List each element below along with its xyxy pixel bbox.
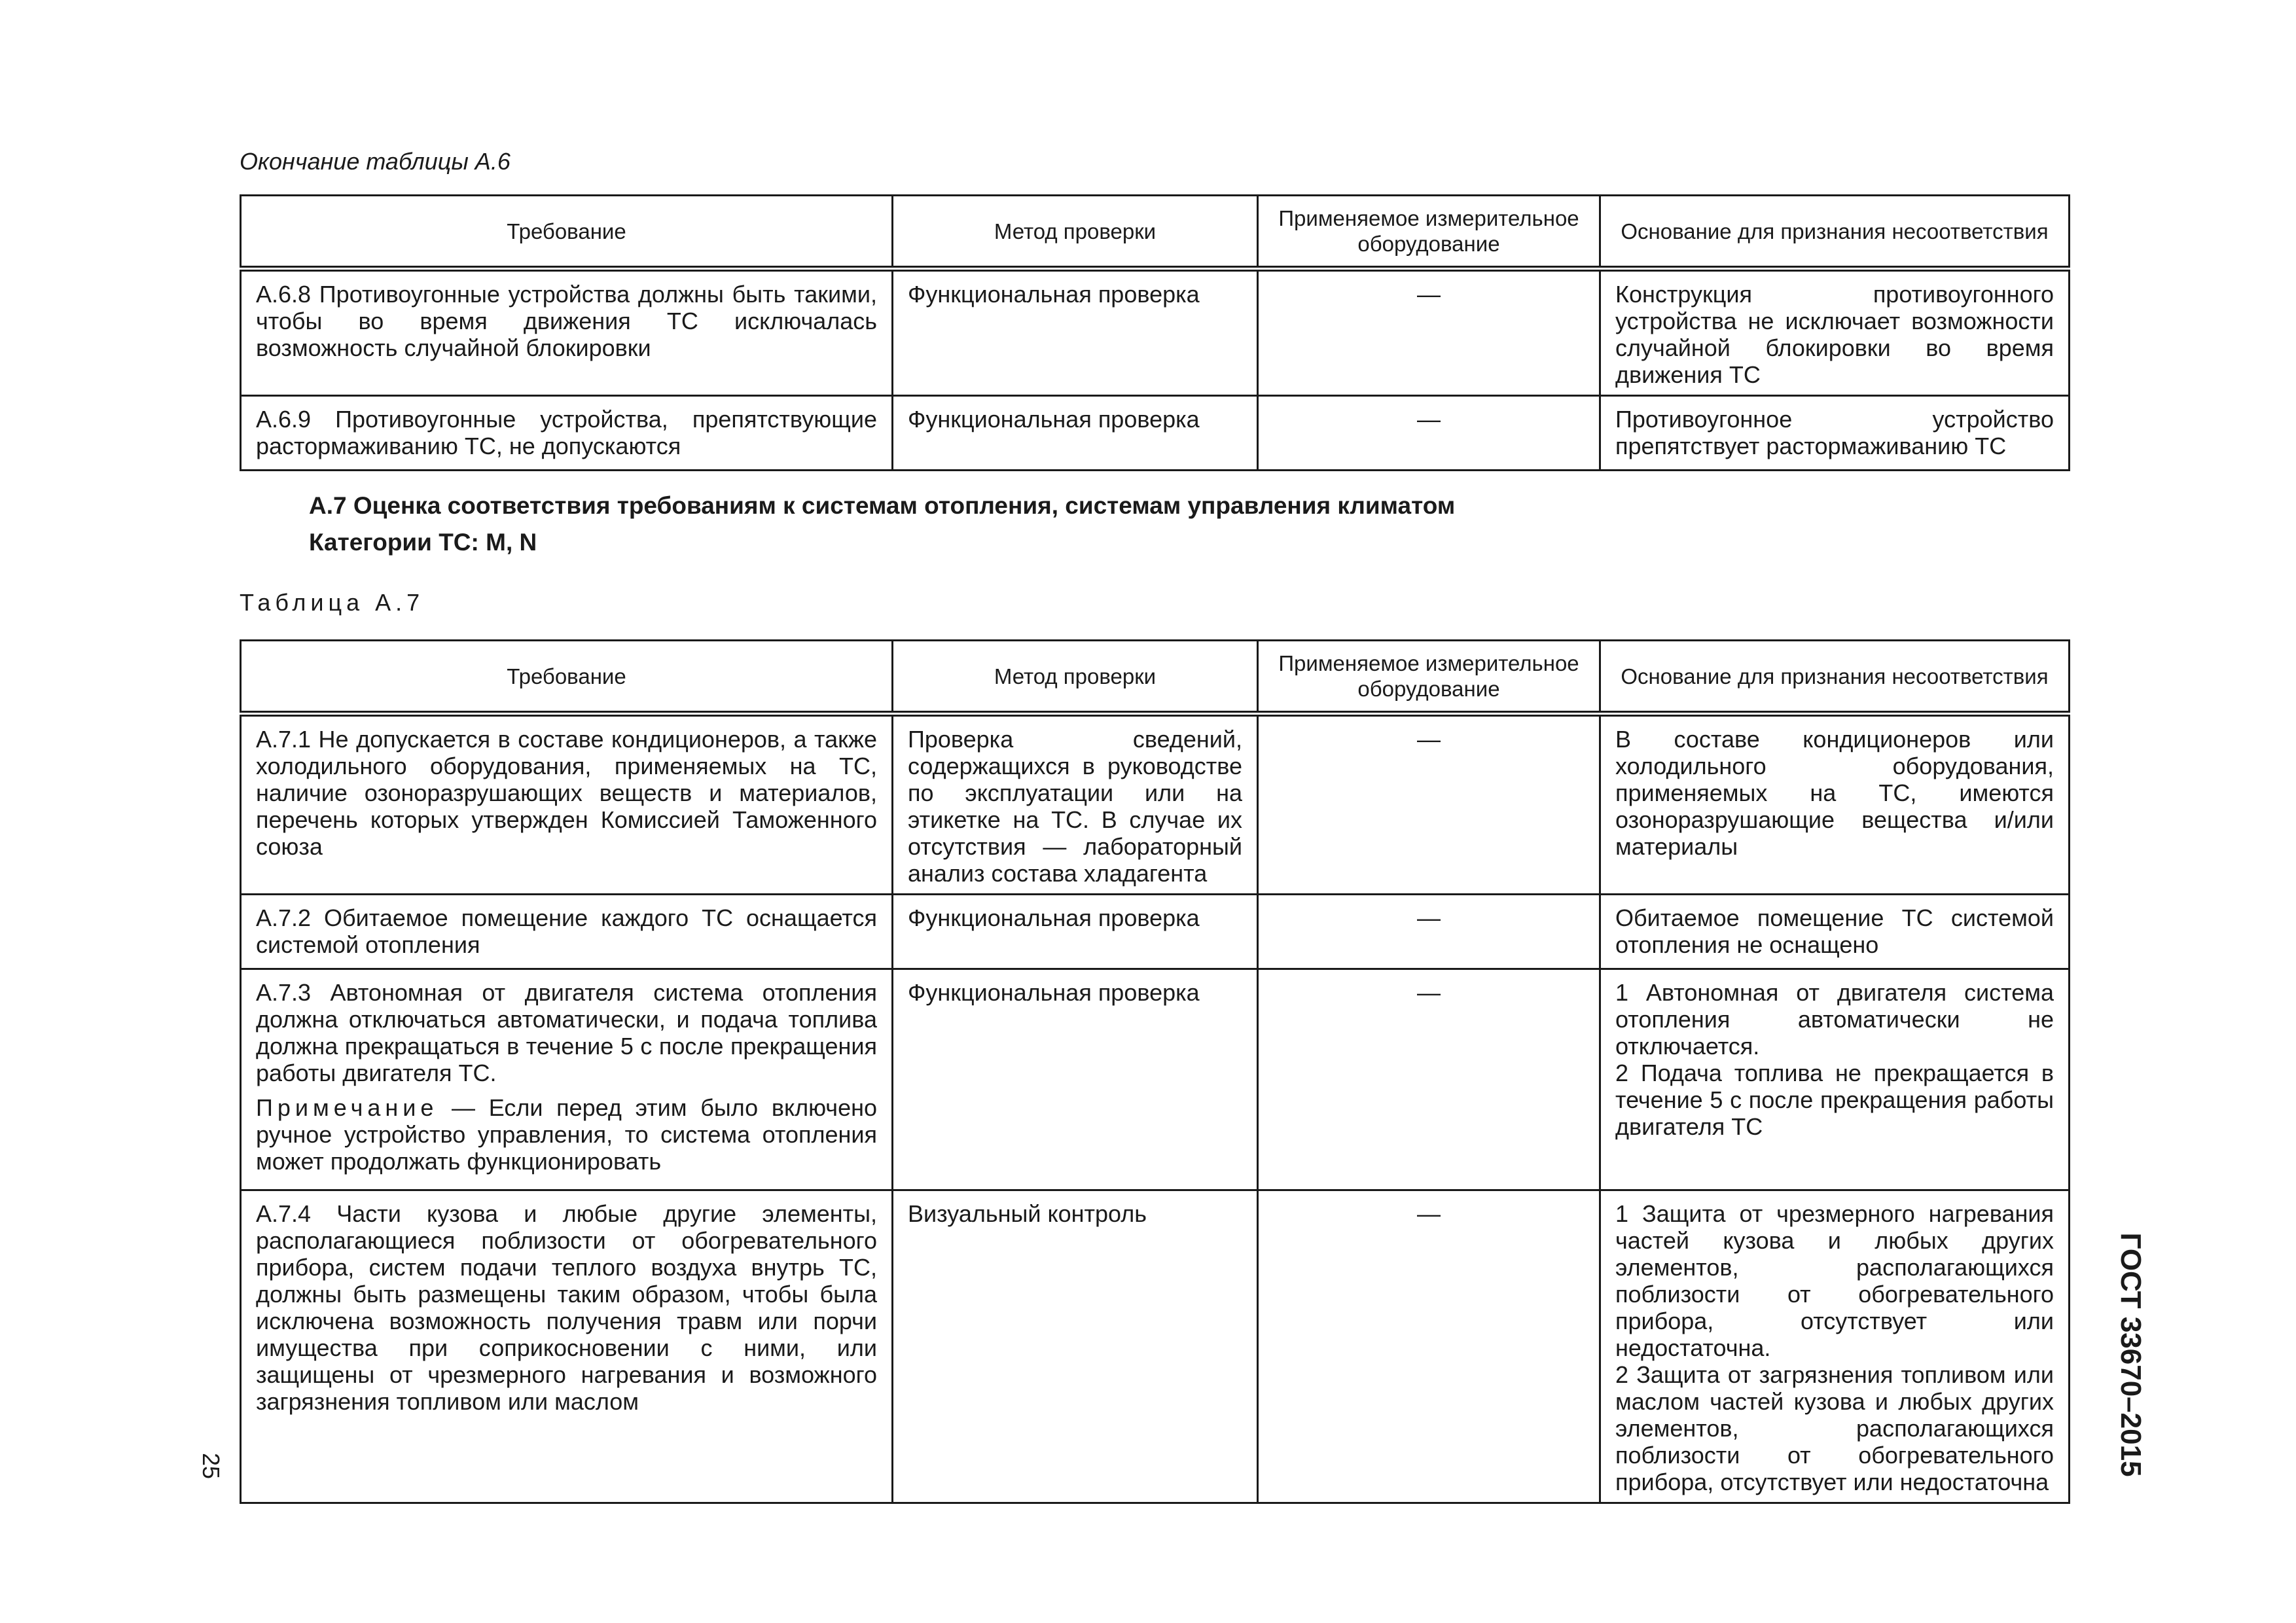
- method-cell: Функциональная проверка: [893, 269, 1258, 396]
- note-text: — Если перед этим было включено ручное устройство управления, то система отопления может продолжать функционировать: [256, 1094, 877, 1175]
- header-requirement: Требование: [241, 196, 893, 269]
- table-a7: [240, 639, 2070, 1504]
- basis-cell: В составе кондиционеров или холодильного оборудования, применяемых на ТС, имеются озоноразрушающие вещества и/или материалы: [1600, 714, 2070, 895]
- requirement-cell: А.7.2 Обитаемое помещение каждого ТС оснащается системой отопления: [241, 895, 893, 969]
- table-continuation-caption: Окончание таблицы А.6: [240, 148, 511, 175]
- basis-cell: [1600, 1190, 2070, 1503]
- header-equipment: Применяемое измерительное оборудование: [1258, 641, 1600, 714]
- table-label: Таблица А.7: [240, 589, 425, 616]
- note-label: Примечание: [256, 1094, 439, 1121]
- requirement-cell: [241, 969, 893, 1190]
- table-row: [241, 396, 2070, 471]
- equipment-cell: —: [1258, 1190, 1600, 1503]
- section-title: А.7 Оценка соответствия требованиям к системам отопления, системам управления климатом: [309, 492, 1456, 519]
- requirement-cell: А.6.8 Противоугонные устройства должны быть такими, чтобы во время движения ТС исключалась возможность случайной блокировки: [241, 269, 893, 396]
- method-cell: Функциональная проверка: [893, 969, 1258, 1190]
- method-cell: Функциональная проверка: [893, 895, 1258, 969]
- header-method: Метод проверки: [893, 196, 1258, 269]
- basis-item: 1 Защита от чрезмерного нагревания частей кузова и любых других элементов, располагающихся поблизости от обогревательного прибора, отсутствует или недостаточна.: [1615, 1200, 2054, 1361]
- equipment-cell: —: [1258, 969, 1600, 1190]
- table-row: [241, 895, 2070, 969]
- method-cell: Проверка сведений, содержащихся в руководстве по эксплуатации или на этикетке на ТС. В случае их отсутствия — лабораторный анализ состава хладагента: [893, 714, 1258, 895]
- basis-cell: Конструкция противоугонного устройства не исключает возможности случайной блокировки во время движения ТС: [1600, 269, 2070, 396]
- document-id: ГОСТ 33670–2015: [2115, 1232, 2147, 1477]
- note: [256, 1094, 877, 1175]
- requirement-cell: А.7.4 Части кузова и любые другие элементы, располагающиеся поблизости от обогревательного прибора, систем подачи теплого воздуха внутрь ТС, должны быть размещены таким образом, чтобы была исключена возможность получения травм или порчи имущества при соприкосновении с ними, или защищены от чрезмерного нагревания и возможного загрязнения топливом или маслом: [241, 1190, 893, 1503]
- basis-item: 2 Защита от загрязнения топливом или маслом частей кузова и любых других элементов, располагающихся поблизости от обогревательного прибора, отсутствует или недостаточна: [1615, 1361, 2054, 1495]
- header-requirement: Требование: [241, 641, 893, 714]
- table-a7-header-row: [241, 641, 2070, 714]
- table-a6-header-row: [241, 196, 2070, 269]
- basis-cell: Обитаемое помещение ТС системой отопления не оснащено: [1600, 895, 2070, 969]
- basis-cell: Противоугонное устройство препятствует растормаживанию ТС: [1600, 396, 2070, 471]
- page-number: 25: [198, 1452, 224, 1480]
- header-basis: Основание для признания несоответствия: [1600, 641, 2070, 714]
- table-row: [241, 1190, 2070, 1503]
- requirement-cell: А.7.1 Не допускается в составе кондиционеров, а также холодильного оборудования, применяемых на ТС, наличие озоноразрушающих веществ и материалов, перечень которых утвержден Комиссией Таможенного союза: [241, 714, 893, 895]
- equipment-cell: —: [1258, 269, 1600, 396]
- method-cell: Визуальный контроль: [893, 1190, 1258, 1503]
- table-row: [241, 269, 2070, 396]
- method-cell: Функциональная проверка: [893, 396, 1258, 471]
- section-categories: Категории ТС: М, N: [309, 529, 537, 556]
- header-method: Метод проверки: [893, 641, 1258, 714]
- table-row: [241, 969, 2070, 1190]
- table-row: [241, 714, 2070, 895]
- equipment-cell: —: [1258, 895, 1600, 969]
- equipment-cell: —: [1258, 396, 1600, 471]
- basis-cell: [1600, 969, 2070, 1190]
- header-equipment: Применяемое измерительное оборудование: [1258, 196, 1600, 269]
- basis-item: 1 Автономная от двигателя система отопления автоматически не отключается.: [1615, 979, 2054, 1060]
- requirement-text: А.7.3 Автономная от двигателя система отопления должна отключаться автоматически, и подача топлива должна прекращаться в течение 5 с после прекращения работы двигателя ТС.: [256, 979, 877, 1086]
- equipment-cell: —: [1258, 714, 1600, 895]
- requirement-cell: А.6.9 Противоугонные устройства, препятствующие растормаживанию ТС, не допускаются: [241, 396, 893, 471]
- basis-item: 2 Подача топлива не прекращается в течение 5 с после прекращения работы двигателя ТС: [1615, 1060, 2054, 1140]
- header-basis: Основание для признания несоответствия: [1600, 196, 2070, 269]
- table-a6: [240, 194, 2070, 471]
